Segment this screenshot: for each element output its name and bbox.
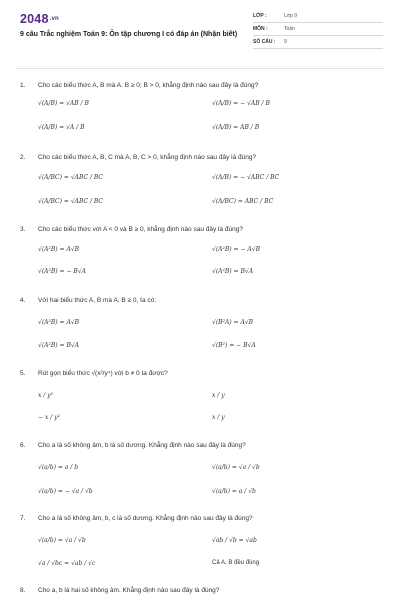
meta-key: LỚP : bbox=[253, 13, 267, 19]
option-a[interactable]: √(A/B) = √AB / B bbox=[38, 100, 89, 107]
option-c[interactable]: √(a/b) = − √a / √b bbox=[38, 488, 93, 495]
question-text: Rút gọn biểu thức √(x²/y⁴) với b ≠ 0 ta được? bbox=[38, 370, 168, 377]
logo-main: 2048 bbox=[20, 12, 49, 26]
option-a[interactable]: √(a/b) = √a / √b bbox=[38, 537, 86, 544]
option-b[interactable]: √(A²B) = − A√B bbox=[212, 246, 260, 253]
option-c[interactable]: − x / y² bbox=[38, 414, 60, 421]
option-d[interactable]: Cả A, B đều đúng bbox=[212, 560, 260, 566]
option-d[interactable]: √(B²) = − B√A bbox=[212, 342, 256, 349]
header-divider bbox=[16, 68, 384, 69]
option-c[interactable]: √(A²B) = B√A bbox=[38, 342, 80, 349]
question-number: 2. bbox=[20, 154, 26, 161]
question-text: Với hai biểu thức A, B mà A, B ≥ 0, ta có: bbox=[38, 297, 157, 304]
question-text: Cho a, b là hai số không âm. Khẳng định nào sau đây là đúng? bbox=[38, 587, 220, 594]
question-number: 7. bbox=[20, 515, 26, 522]
option-b[interactable]: √ab / √b = √ab bbox=[212, 537, 257, 544]
option-b[interactable]: √(A/B) = − √ABC / BC bbox=[212, 174, 280, 181]
meta-value: Toán bbox=[284, 26, 295, 32]
option-b[interactable]: √(A/B) = − √AB / B bbox=[212, 100, 270, 107]
option-d[interactable]: √(a/b) = a / √b bbox=[212, 488, 256, 495]
question-number: 1. bbox=[20, 82, 26, 89]
option-b[interactable]: √(a/b) = √a / √b bbox=[212, 464, 260, 471]
option-a[interactable]: x / y² bbox=[38, 392, 54, 399]
question-text: Cho các biểu thức A, B, C mà A, B, C > 0, khẳng định nào sau đây là đúng? bbox=[38, 154, 257, 161]
question-number: 6. bbox=[20, 442, 26, 449]
option-d[interactable]: x / y bbox=[212, 414, 225, 421]
question-number: 8. bbox=[20, 587, 26, 594]
document-header bbox=[0, 0, 400, 64]
question-text: Cho các biểu thức A, B mà A. B ≥ 0; B > 0, khẳng định nào sau đây là đúng? bbox=[38, 82, 259, 89]
option-a[interactable]: √(A²B) = A√B bbox=[38, 319, 80, 326]
option-d[interactable]: √(A/BC) = ABC / BC bbox=[212, 198, 274, 205]
option-c[interactable]: √(A/BC) = √ABC / BC bbox=[38, 198, 104, 205]
option-a[interactable]: √(A²B) = A√B bbox=[38, 246, 80, 253]
option-d[interactable]: √(A/B) = AB / B bbox=[212, 124, 260, 131]
option-a[interactable]: √(a/b) = a / b bbox=[38, 464, 79, 471]
option-c[interactable]: √(A/B) = √A / B bbox=[38, 124, 85, 131]
meta-row-count bbox=[253, 37, 383, 49]
question-number: 3. bbox=[20, 226, 26, 233]
document-title: 9 câu Trắc nghiệm Toán 9: Ôn tập chương I có đáp án (Nhận biết) bbox=[20, 31, 238, 38]
question-number: 5. bbox=[20, 370, 26, 377]
option-b[interactable]: √(B²A) = A√B bbox=[212, 319, 254, 326]
meta-row-subject bbox=[253, 24, 383, 36]
option-a[interactable]: √(A/BC) = √ABC / BC bbox=[38, 174, 104, 181]
meta-table bbox=[253, 11, 383, 50]
meta-value: Lớp 9 bbox=[284, 13, 298, 19]
meta-value: 9 bbox=[284, 39, 287, 45]
question-text: Cho a là số không âm, b, c là số dương. Khẳng định nào sau đây là đúng? bbox=[38, 515, 253, 522]
option-c[interactable]: √(A²B) = − B√A bbox=[38, 268, 86, 275]
meta-row-class bbox=[253, 11, 383, 23]
site-logo[interactable] bbox=[20, 12, 59, 26]
meta-key: MÔN : bbox=[253, 26, 268, 32]
question-text: Cho a là số không âm, b là số dương. Khẳng định nào sau đây là đúng? bbox=[38, 442, 246, 449]
option-b[interactable]: x / y bbox=[212, 392, 225, 399]
option-d[interactable]: √(A²B) = B√A bbox=[212, 268, 254, 275]
meta-key: SỐ CÂU : bbox=[253, 39, 276, 45]
option-c[interactable]: √a / √bc = √ab / √c bbox=[38, 560, 96, 567]
question-number: 4. bbox=[20, 297, 26, 304]
question-text: Cho các biểu thức với A < 0 và B ≥ 0, khẳng định nào sau đây là đúng? bbox=[38, 226, 243, 233]
logo-suffix: .vn bbox=[49, 16, 59, 22]
